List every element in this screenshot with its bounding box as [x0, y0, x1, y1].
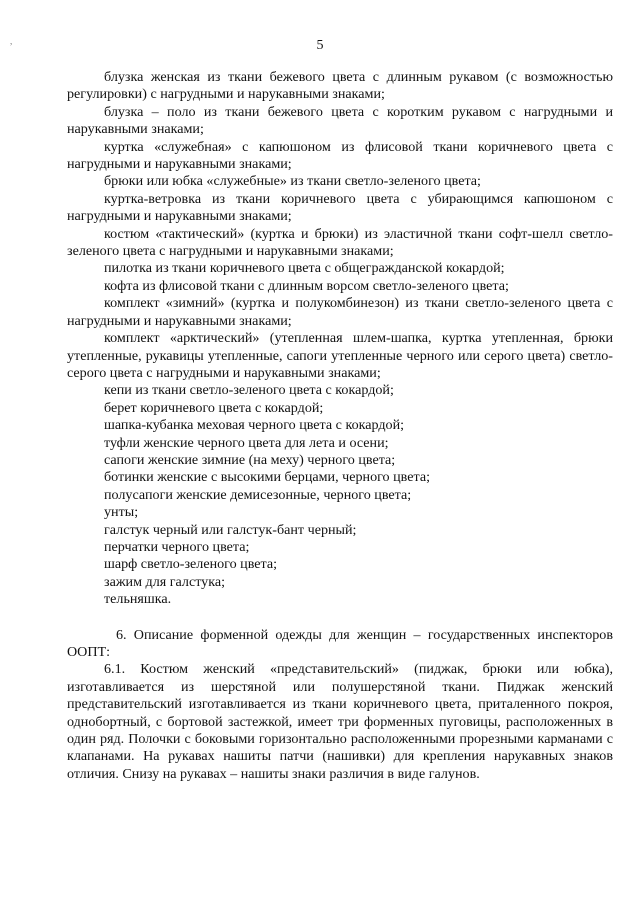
list-item: ботинки женские с высокими берцами, черного цвета; [104, 469, 430, 486]
scan-mark: , [10, 36, 13, 46]
document-body [67, 69, 613, 783]
list-item: куртка «служебная» с капюшоном из флисовой ткани коричневого цвета с нагрудными и нарукавными знаками; [67, 138, 613, 173]
list-item: костюм «тактический» (куртка и брюки) из эластичной ткани софт-шелл светло-зеленого цвета с нагрудными и нарукавными знаками; [67, 225, 613, 260]
list-item: брюки или юбка «служебные» из ткани светло-зеленого цвета; [104, 173, 481, 190]
list-item: блузка – поло из ткани бежевого цвета с коротким рукавом с нагрудными и нарукавными знаками; [67, 103, 613, 138]
list-item: блузка женская из ткани бежевого цвета с длинным рукавом (с возможностью регулировки) с нагрудными и нарукавными знаками; [67, 69, 613, 103]
list-item: комплект «зимний» (куртка и полукомбинезон) из ткани светло-зеленого цвета с нагрудными и нарукавными знаками; [67, 295, 613, 329]
page-number: 5 [316, 38, 324, 53]
list-item: унты; [104, 504, 139, 521]
list-item: куртка-ветровка из ткани коричневого цвета с убирающимся капюшоном с нагрудными и нарукавными знаками; [67, 190, 613, 225]
subsection-6-1: 6.1. Костюм женский «представительский» (пиджак, брюки или юбка), изготавливается из шерстяной или полушерстяной ткани. Пиджак женский представительский изготавливается из ткани коричневого цвета, приталенного покроя, однобортный, с бортовой застежкой, имеет три форменных пуговицы, расположенных в один ряд. Полочки с боковыми горизонтально расположенными прорезными карманами с клапанами. На рукавах нашиты патчи (нашивки) для крепления нарукавных знаков отличия. Снизу на рукавах – нашиты знаки различия в виде галунов. [67, 661, 613, 782]
list-item: шарф светло-зеленого цвета; [104, 556, 278, 573]
list-item: кепи из ткани светло-зеленого цвета с кокардой; [104, 382, 394, 399]
section-heading: 6. Описание форменной одежды для женщин – государственных инспекторов ООПТ: [67, 626, 613, 660]
list-item: комплект «арктический» (утепленная шлем-шапка, куртка утепленная, брюки утепленные, рукавицы утепленные, сапоги утепленные черного или серого цвета) светло-серого цвета с нагрудными и нарукавными знаками; [67, 330, 613, 381]
list-item: берет коричневого цвета с кокардой; [104, 399, 324, 416]
list-item: туфли женские черного цвета для лета и осени; [104, 434, 389, 451]
list-item: пилотка из ткани коричневого цвета с общегражданской кокардой; [104, 260, 505, 277]
list-item: сапоги женские зимние (на меху) черного цвета; [104, 451, 396, 468]
list-item: зажим для галстука; [104, 573, 226, 590]
section-6 [67, 627, 613, 784]
list-item: шапка-кубанка меховая черного цвета с кокардой; [104, 417, 405, 434]
uniform-items-list [67, 69, 613, 609]
list-item: перчатки черного цвета; [104, 538, 250, 555]
list-item: кофта из флисовой ткани с длинным ворсом светло-зеленого цвета; [104, 277, 509, 294]
list-item: тельняшка. [104, 591, 172, 608]
list-item: полусапоги женские демисезонные, черного цвета; [104, 486, 412, 503]
list-item: галстук черный или галстук-бант черный; [104, 521, 357, 538]
